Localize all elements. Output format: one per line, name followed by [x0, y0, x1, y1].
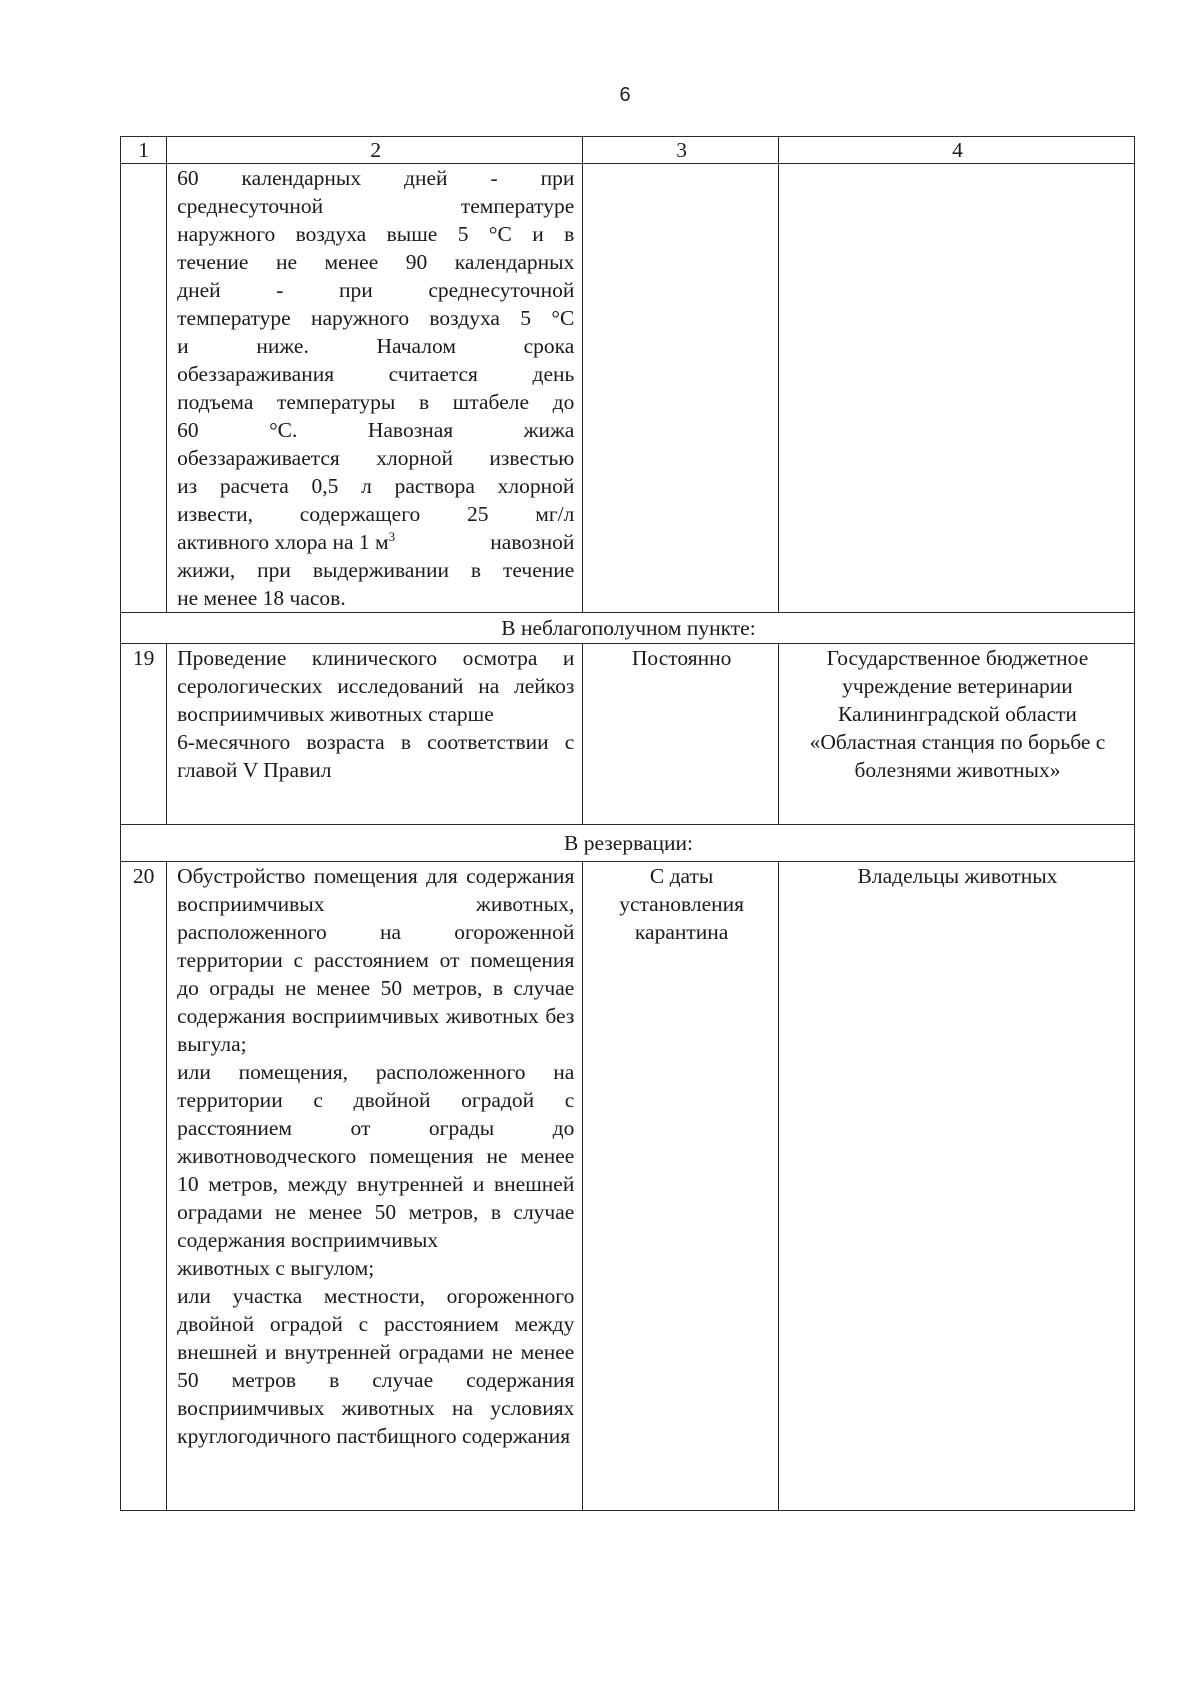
- continued-executor-cell: [778, 164, 1134, 613]
- text-line: из расчета 0,5 л раствора хлорной: [177, 474, 575, 498]
- superscript: 3: [388, 528, 396, 544]
- continued-num-cell: [121, 164, 167, 613]
- measure-text: 6-месячного возраста в соответствии с главой V Правил: [177, 730, 575, 782]
- text-fragment: активного хлора на 1 м: [177, 530, 389, 554]
- header-col-1: 1: [121, 137, 167, 164]
- measure-text: или помещения, расположенного на территории с двойной оградой с расстоянием от ограды до животноводческого помещения не менее 10 метров, между внутренней и внешней оградами не менее 50 метров, в случае содержания восприимчивых: [177, 1060, 575, 1252]
- header-col-2: 2: [167, 137, 583, 164]
- header-col-4: 4: [778, 137, 1134, 164]
- table-row: [121, 862, 1135, 1511]
- term-cell: Постоянно: [583, 644, 779, 825]
- text-line: 60 °С. Навозная жижа: [177, 418, 575, 442]
- row-number: 19: [121, 644, 167, 825]
- text-line: и ниже. Началом срока: [177, 334, 575, 358]
- text-line: [177, 528, 574, 556]
- measure-cell: [167, 644, 583, 825]
- section-row: [121, 613, 1135, 644]
- measures-table: [120, 136, 1135, 1511]
- text-line: не менее 18 часов.: [177, 586, 346, 610]
- text-line: дней - при среднесуточной: [177, 278, 575, 302]
- text-line: жижи, при выдерживании в течение: [177, 558, 575, 582]
- continued-row: [121, 164, 1135, 613]
- header-row: [121, 137, 1135, 164]
- text-fragment: навозной: [490, 530, 575, 554]
- text-line: обеззараживается хлорной известью: [177, 446, 575, 470]
- continued-text-cell: [167, 164, 583, 613]
- text-fragment: [177, 528, 395, 556]
- term-cell: С даты установления карантина: [583, 862, 779, 1511]
- measure-cell: [167, 862, 583, 1511]
- text-line: наружного воздуха выше 5 °С и в: [177, 222, 575, 246]
- header-col-3: 3: [583, 137, 779, 164]
- section-title: В неблагополучном пункте:: [121, 613, 1135, 644]
- text-line: извести, содержащего 25 мг/л: [177, 502, 575, 526]
- executor-cell: Государственное бюджетное учреждение ветеринарии Калининградской области «Областная станция по борьбе с болезнями животных»: [778, 644, 1134, 825]
- row-number: 20: [121, 862, 167, 1511]
- continued-term-cell: [583, 164, 779, 613]
- text-line: среднесуточной температуре: [177, 194, 575, 218]
- text-line: течение не менее 90 календарных: [177, 250, 575, 274]
- page-number: 6: [619, 84, 631, 106]
- text-line: температуре наружного воздуха 5 °С: [177, 306, 575, 330]
- section-row: [121, 825, 1135, 862]
- text-line: подъема температуры в штабеле до: [177, 390, 575, 414]
- executor-cell: Владельцы животных: [778, 862, 1134, 1511]
- text-line: обеззараживания считается день: [177, 362, 575, 386]
- section-title: В резервации:: [121, 825, 1135, 862]
- measure-text: или участка местности, огороженного двойной оградой с расстоянием между внешней и внутренней оградами не менее 50 метров в случае содержания восприимчивых животных на условиях круглогодичного пастбищного содержания: [177, 1284, 575, 1448]
- measure-text: Обустройство помещения для содержания восприимчивых животных, расположенного на огороженной территории с расстоянием от помещения до ограды не менее 50 метров, в случае содержания восприимчивых животных без выгула;: [177, 864, 575, 1056]
- table-row: [121, 644, 1135, 825]
- text-line: 60 календарных дней - при: [177, 166, 575, 190]
- measure-text: Проведение клинического осмотра и серологических исследований на лейкоз восприимчивых животных старше: [177, 646, 575, 726]
- measure-text: животных с выгулом;: [177, 1256, 375, 1280]
